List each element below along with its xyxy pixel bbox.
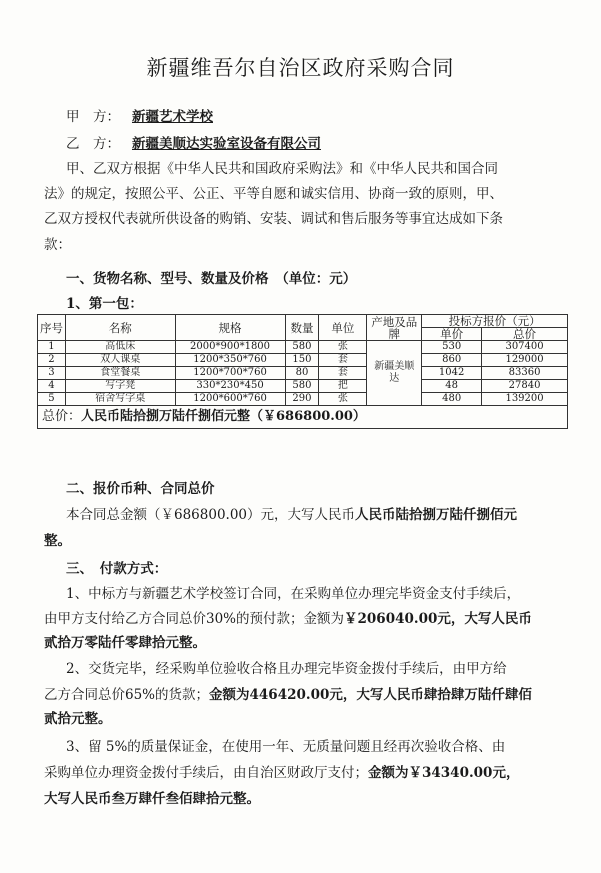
payment3-line-2	[44, 764, 519, 782]
cell-unit: 张	[319, 393, 367, 406]
cell-seq: 4	[38, 380, 66, 393]
payment1-line-3: 贰拾万零陆仟零肆拾元整。	[44, 635, 206, 651]
cell-total: 129000	[482, 354, 568, 367]
table-row	[38, 341, 568, 354]
header-origin: 产地及品牌	[367, 315, 422, 341]
total-value: 人民币陆拾捌万陆仟捌佰元整（￥686800.00）	[81, 409, 366, 424]
section2-text: 本合同总金额（￥686800.00）元，大写人民币	[66, 507, 356, 523]
section2-line-1	[66, 506, 517, 524]
cell-seq: 1	[38, 341, 66, 354]
payment2-line-1: 2、交货完毕，经采购单位验收合格且办理完毕资金拨付手续后，由甲方给	[66, 661, 507, 677]
cell-total: 139200	[482, 393, 568, 406]
header-name: 名称	[65, 315, 175, 341]
payment2-text: 乙方合同总价65%的货款；	[44, 687, 210, 703]
party-a-label: 甲 方：	[66, 109, 120, 125]
cell-unit: 套	[319, 354, 367, 367]
header-spec: 规格	[175, 315, 285, 341]
cell-seq: 5	[38, 393, 66, 406]
payment3-line-3: 大写人民币叁万肆仟叁佰肆拾元整。	[44, 791, 260, 807]
cell-spec: 2000*900*1800	[175, 341, 285, 354]
payment2-line-2	[44, 686, 532, 704]
cell-total: 307400	[482, 341, 568, 354]
header-unit: 单位	[319, 315, 367, 341]
header-total-price: 总价	[482, 328, 568, 341]
cell-name: 写字凳	[65, 380, 175, 393]
intro-line-3: 乙双方授权代表就所供设备的购销、安装、调试和售后服务等事宜达成如下条	[44, 211, 503, 227]
cell-seq: 3	[38, 367, 66, 380]
payment3-text: 采购单位办理资金拨付手续后，由自治区财政厅支付；	[44, 765, 368, 781]
cell-total: 83360	[482, 367, 568, 380]
table-total-row	[38, 406, 568, 429]
payment2-line-3: 贰拾元整。	[44, 711, 112, 727]
party-b	[66, 135, 321, 153]
section2-line-2: 整。	[44, 533, 71, 549]
payment2-amount: 金额为446420.00元，大写人民币肆拾肆万陆仟肆佰	[209, 687, 532, 703]
cell-qty: 290	[285, 393, 319, 406]
party-b-name: 新疆美顺达实验室设备有限公司	[132, 136, 321, 152]
table-row	[38, 380, 568, 393]
section2-heading: 二、报价币种、合同总价	[66, 481, 215, 497]
payment3-amount: 金额为￥34340.00元，	[368, 765, 520, 781]
table-row	[38, 393, 568, 406]
cell-name: 宿舍写字桌	[65, 393, 175, 406]
header-seq: 序号	[38, 315, 66, 341]
total-label: 总价：	[42, 409, 82, 424]
header-qty: 数量	[285, 315, 319, 341]
section1-sub: 1、第一包：	[66, 296, 143, 312]
cell-spec: 1200*600*760	[175, 393, 285, 406]
cell-name: 双人课桌	[65, 354, 175, 367]
cell-spec: 330*230*450	[175, 380, 285, 393]
cell-name: 食堂餐桌	[65, 367, 175, 380]
cell-unit: 张	[319, 341, 367, 354]
intro-line-4: 款：	[44, 237, 71, 253]
cell-unit-price: 860	[422, 354, 482, 367]
party-a-name: 新疆艺术学校	[132, 109, 213, 125]
payment3-line-1: 3、留 5%的质量保证金，在使用一年、无质量问题且经再次验收合格、由	[66, 739, 506, 755]
intro-line-2: 法》的规定，按照公平、公正、平等自愿和诚实信用、协商一致的原则，甲、	[44, 186, 503, 202]
party-b-label: 乙 方：	[66, 136, 120, 152]
cell-origin: 新疆美顺达	[367, 341, 422, 406]
section1-heading: 一、货物名称、型号、数量及价格 （单位：元）	[66, 271, 357, 287]
section3-heading: 三、 付款方式：	[66, 561, 168, 577]
payment1-line-2	[44, 610, 532, 628]
section2-amount: 人民币陆拾捌万陆仟捌佰元	[355, 507, 518, 523]
total-cell	[38, 406, 568, 429]
intro-line-1: 甲、乙双方根据《中华人民共和国政府采购法》和《中华人民共和国合同	[66, 161, 498, 177]
cell-unit-price: 480	[422, 393, 482, 406]
party-a	[66, 108, 213, 126]
cell-qty: 580	[285, 380, 319, 393]
payment1-text: 由甲方支付给乙方合同总价30%的预付款；金额为	[44, 611, 345, 627]
cell-unit: 把	[319, 380, 367, 393]
cell-qty: 150	[285, 354, 319, 367]
cell-qty: 580	[285, 341, 319, 354]
header-unit-price: 单价	[422, 328, 482, 341]
payment1-line-1: 1、中标方与新疆艺术学校签订合同，在采购单位办理完毕资金支付手续后，	[66, 586, 521, 602]
table-row	[38, 367, 568, 380]
cell-total: 27840	[482, 380, 568, 393]
cell-spec: 1200*700*760	[175, 367, 285, 380]
header-bid: 投标方报价（元）	[422, 315, 568, 328]
cell-unit-price: 1042	[422, 367, 482, 380]
cell-qty: 80	[285, 367, 319, 380]
cell-unit-price: 48	[422, 380, 482, 393]
cell-name: 高低床	[65, 341, 175, 354]
cell-spec: 1200*350*760	[175, 354, 285, 367]
cell-seq: 2	[38, 354, 66, 367]
payment1-amount: ￥206040.00元，大写人民币	[344, 611, 532, 627]
goods-table	[37, 314, 568, 429]
cell-unit: 套	[319, 367, 367, 380]
table-row	[38, 354, 568, 367]
contract-title: 新疆维吾尔自治区政府采购合同	[146, 56, 455, 80]
cell-unit-price: 530	[422, 341, 482, 354]
